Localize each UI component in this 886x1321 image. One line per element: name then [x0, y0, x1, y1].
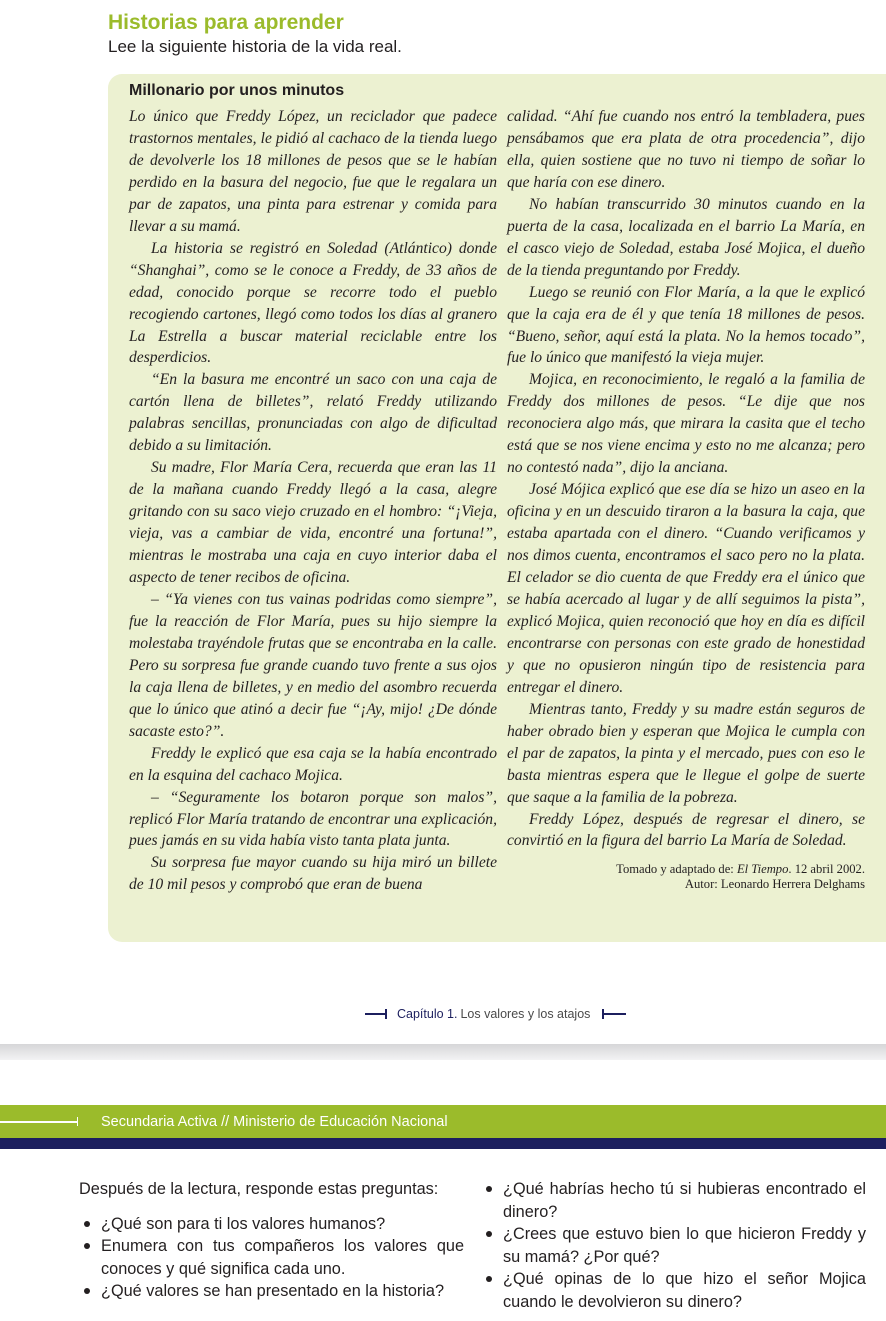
story-source [507, 862, 865, 877]
story-paragraph: Luego se reunió con Flor María, a la que le explicó que la caja era de él y que tenía 18 millones de pesos. “Bueno, señor, aquí está la plata. No la hemos tocado”, fue lo único que manifestó la vieja mujer. [507, 283, 865, 367]
chapter-title: Los valores y los atajos [460, 1007, 591, 1021]
page-bottom-rule [0, 1044, 886, 1060]
question-item: ¿Crees que estuvo bien lo que hicieron Freddy y su mamá? ¿Por qué? [503, 1223, 866, 1268]
question-item: ¿Qué habrías hecho tú si hubieras encontrado el dinero? [503, 1178, 866, 1223]
story-column-left [129, 106, 497, 896]
story-paragraph: Mientras tanto, Freddy y su madre están seguros de haber obrado bien y esperan que Mojica le cumpla con el par de zapatos, la pinta y el mercado, pues con eso le basta mientras espera que le llegue el golpe de suerte que saque a la familia de la pobreza. [507, 700, 865, 806]
story-paragraph: Su sorpresa fue mayor cuando su hija miró un billete de 10 mil pesos y comprobó que eran de buena [129, 854, 497, 894]
right-tick-icon [602, 1009, 626, 1019]
story-paragraph: calidad. “Ahí fue cuando nos entró la tembladera, pues pensábamos que era plata de otra procedencia”, dijo ella, quien sostiene que no tuvo ni tiempo de soñar lo que haría con ese dinero. [507, 108, 865, 191]
story-paragraph: Su madre, Flor María Cera, recuerda que eran las 11 de la mañana cuando Freddy llegó a la casa, alegre gritando con su saco viejo cruzado en el hombro: “¡Vieja, vieja, vas a cambiar de vida, encontré una fortuna!”, mientras le mostraba una caja en cuyo interior daba el aspecto de tener recibos de oficina. [129, 459, 497, 587]
question-item: ¿Qué opinas de lo que hizo el señor Mojica cuando le devolvieron su dinero? [503, 1268, 866, 1313]
questions-column-left [79, 1178, 464, 1303]
questions-list-right [481, 1178, 866, 1313]
story-paragraph: Lo único que Freddy López, un reciclador que padece trastornos mentales, le pidió al cachaco de la tienda luego de devolverle los 18 millones de pesos que se le habían perdido en la basura del negocio, fue que le regalara un par de zapatos, una pinta para estrenar y comida para llevar a su mamá. [129, 108, 497, 235]
source-prefix: Tomado y adaptado de: [616, 862, 737, 877]
questions-column-right [481, 1178, 866, 1313]
story-paragraph: No habían transcurrido 30 minutos cuando en la puerta de la casa, localizada en el barrio La María, en el casco viejo de Soledad, estaba José Mojica, el dueño de la tienda preguntando por Freddy. [507, 195, 865, 279]
story-column-right [507, 106, 865, 892]
banner-line-icon [0, 1121, 78, 1123]
series-label: Secundaria Activa // Ministerio de Educación Nacional [101, 1114, 448, 1130]
story-paragraph: “En la basura me encontré un saco con una caja de cartón llena de billetes”, relató Freddy utilizando palabras sencillas, pronunciadas con algo de dificultad debido a su limitación. [129, 371, 497, 455]
questions-intro: Después de la lectura, responde estas preguntas: [79, 1180, 439, 1198]
navy-stripe [0, 1138, 886, 1149]
story-paragraph: Freddy López, después de regresar el dinero, se convirtió en la figura del barrio La María de Soledad. [507, 810, 865, 850]
story-paragraph: Mojica, en reconocimiento, le regaló a la familia de Freddy dos millones de pesos. “Le dije que nos reconociera algo más, que mirara la casita que el techo está que se nos viene encima y esto no me alcanza; pero no contestó nada”, dijo la anciana. [507, 371, 865, 477]
series-banner [0, 1105, 886, 1138]
question-item: ¿Qué son para ti los valores humanos? [101, 1213, 464, 1236]
story-paragraph: La historia se registró en Soledad (Atlántico) donde “Shanghai”, como se le conoce a Freddy, de 33 años de edad, conocido porque se recorre todo el pueblo recogiendo cartones, llegó como todos los días al granero La Estrella a buscar material reciclable entre los desperdicios. [129, 239, 497, 367]
story-paragraph: – “Seguramente los botaron porque son malos”, replicó Flor María tratando de encontrar una explicación, pues jamás en su vida había visto tanta plata junta. [129, 788, 497, 850]
story-paragraph: Freddy le explicó que esa caja se la había encontrado en la esquina del cachaco Mojica. [129, 744, 497, 784]
section-title: Historias para aprender [108, 11, 344, 34]
source-publication: El Tiempo [736, 862, 789, 877]
chapter-footer [365, 1007, 626, 1021]
questions-list-left [79, 1213, 464, 1303]
question-item: ¿Qué valores se han presentado en la historia? [101, 1280, 464, 1303]
story-title: Millonario por unos minutos [129, 82, 345, 99]
intro-text: Lee la siguiente historia de la vida real. [108, 37, 402, 56]
story-paragraph: – “Ya vienes con tus vainas podridas como siempre”, fue la reacción de Flor María, pues su hijo siempre la molestaba trayéndole frutas que se encontraba en la calle. Pero su sorpresa fue grande cuando tuvo frente a sus ojos la caja llena de billetes, y en medio del asombro recuerda que lo único que atinó a decir fue “¡Ay, mijo! ¿De dónde sacaste esto?”. [129, 590, 497, 740]
story-paragraph: José Mójica explicó que ese día se hizo un aseo en la oficina y en un descuido tiraron a la basura la caja, que estaba apartada con el dinero. “Cuando verificamos y nos dimos cuenta, encontramos el saco pero no la plata. El celador se dio cuenta de que Freddy era el único que se había acercado al lugar y de allí seguimos la pista”, explicó Mojica, quien reconoció que hoy en día es difícil encontrarse con personas con este grado de honestidad y que no opusieron ningún tipo de resistencia para entregar el dinero. [507, 481, 865, 696]
chapter-label: Capítulo 1. [397, 1007, 458, 1021]
story-author: Autor: Leonardo Herrera Delghams [684, 877, 865, 892]
story-box [108, 74, 886, 942]
left-tick-icon [365, 1009, 387, 1019]
source-suffix: . 12 abril 2002. [788, 862, 865, 877]
question-item: Enumera con tus compañeros los valores que conoces y qué significa cada uno. [101, 1235, 464, 1280]
